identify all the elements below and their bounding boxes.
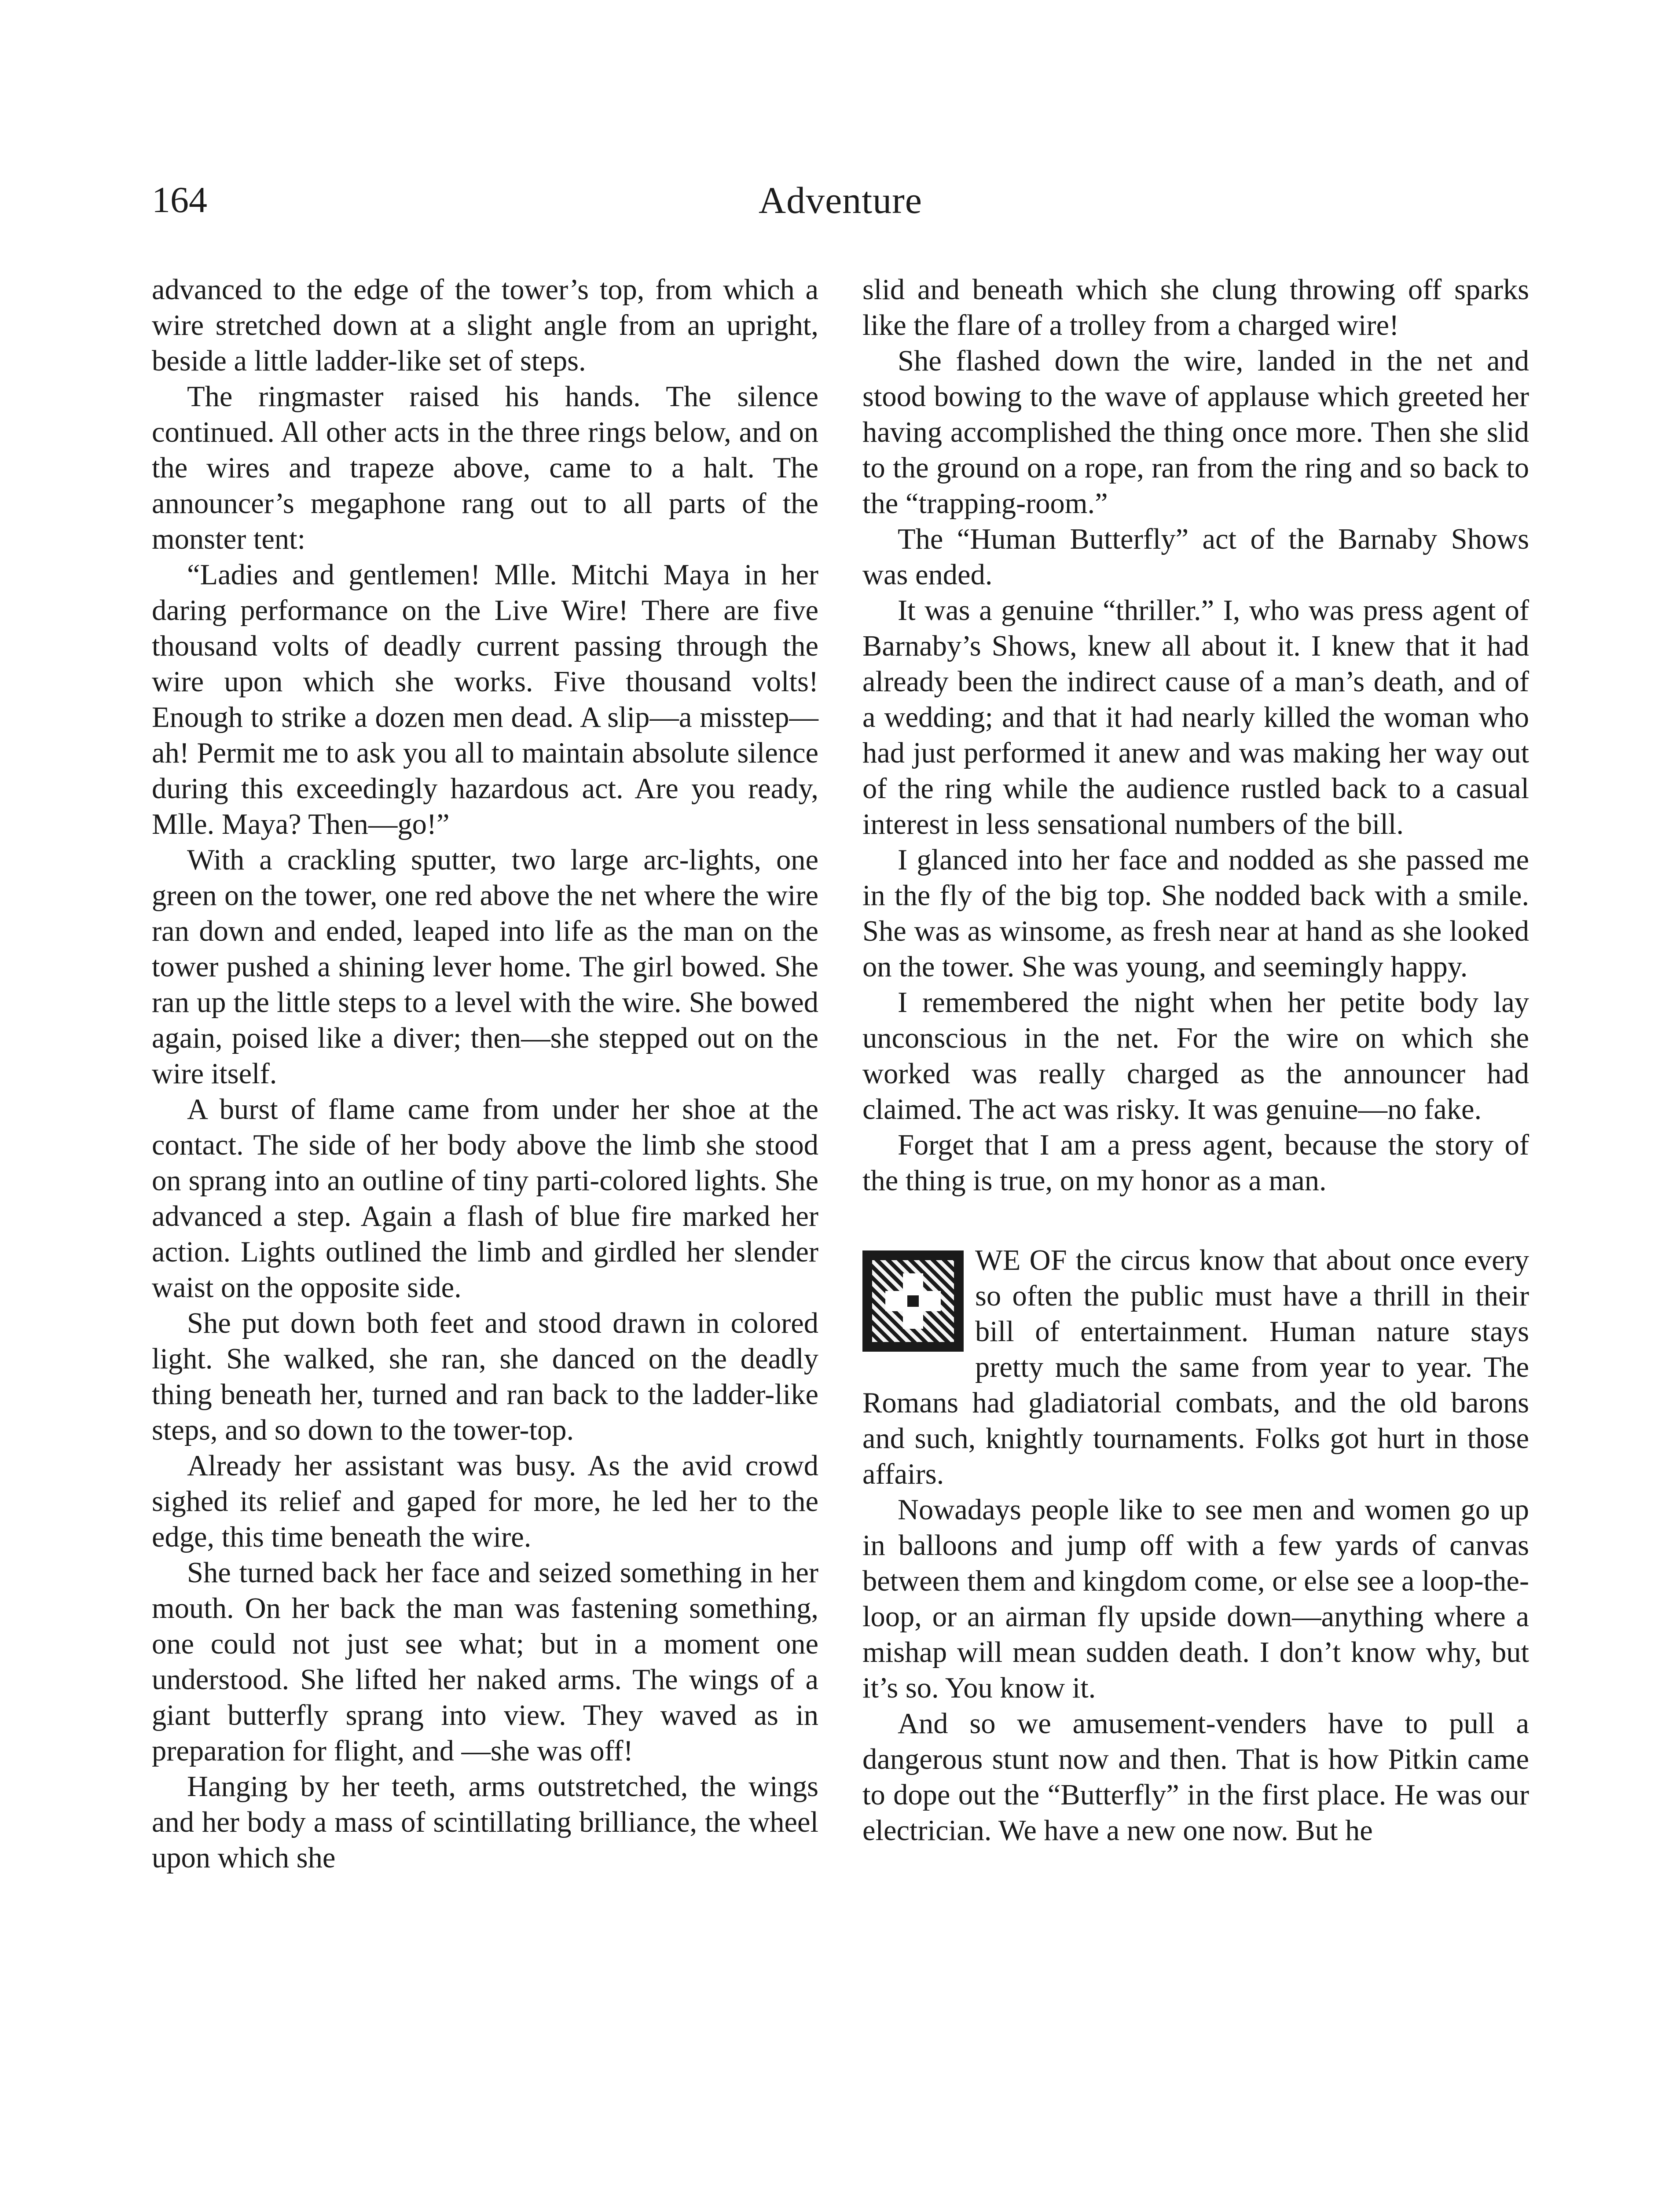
page-number: 164 xyxy=(152,180,207,220)
paragraph: A burst of flame came from under her shoe at the contact. The side of her body above the limb she stood on sprang into an outline of tiny parti-colored lights. She advanced a step. Again a flash of blue fire marked her action. Lights outlined the limb and girdled her slender waist on the opposite side. xyxy=(152,1093,818,1304)
left-column xyxy=(152,272,818,1876)
paragraph: Already her assistant was busy. As the avid crowd sighed its relief and gaped for more, he led her to the edge, this time beneath the wire. xyxy=(152,1450,818,1553)
paragraph: She flashed down the wire, landed in the net and stood bowing to the wave of applause which greeted her having accomplished the thing once more. Then she slid to the ground on a rope, ran from the ring and so back to the “trapping-room.” xyxy=(862,345,1529,520)
paragraph: Forget that I am a press agent, because the story of the thing is true, on my honor as a man. xyxy=(862,1129,1529,1197)
paragraph: With a crackling sputter, two large arc-lights, one green on the tower, one red above the net where the wire ran down and ended, leaped into life as the man on the tower pushed a shining lever home. The girl bowed. She ran up the little steps to a level with the wire. She bowed again, poised like a diver; then—she stepped out on the wire itself. xyxy=(152,844,818,1090)
section-break xyxy=(862,1199,1529,1243)
paragraph: She turned back her face and seized something in her mouth. On her back the man was fastening something, one could not just see what; but in a moment one understood. She lifted her naked arms. The wings of a giant butterfly sprang into view. They waved as in preparation for flight, and —she was off! xyxy=(152,1557,818,1767)
paragraph: It was a genuine “thriller.” I, who was press agent of Barnaby’s Shows, knew all about it. I knew that it had already been the indirect cause of a man’s death, and of a wedding; and that it had nearly killed the woman who had just performed it anew and was making her way out of the ring while the audience rustled back to a casual interest in less sensational numbers of the bill. xyxy=(862,594,1529,840)
paragraph: The “Human Butterfly” act of the Barnaby Shows was ended. xyxy=(862,523,1529,591)
paragraph: “Ladies and gentlemen! Mlle. Mitchi Maya in her daring performance on the Live Wire! There are five thousand volts of deadly current passing through the wire upon which she works. Five thousand volts! Enough to strike a dozen men dead. A slip—a misstep—ah! Permit me to ask you all to maintain absolute silence during this exceedingly hazardous act. Are you ready, Mlle. Maya? Then—go!” xyxy=(152,559,818,840)
right-column xyxy=(862,272,1529,1848)
paragraph: I glanced into her face and nodded as she passed me in the fly of the big top. She nodded back with a smile. She was as winsome, as fresh near at hand as she looked on the tower. She was young, and seemingly happy. xyxy=(862,844,1529,983)
paragraph: advanced to the edge of the tower’s top, from which a wire stretched down at a slight angle from an upright, beside a little ladder-like set of steps. xyxy=(152,274,818,377)
paragraph: Hanging by her teeth, arms outstretched, the wings and her body a mass of scintillating brilliance, the wheel upon which she xyxy=(152,1771,818,1874)
paragraph: She put down both feet and stood drawn in colored light. She walked, she ran, she danced on the deadly thing beneath her, turned and ran back to the ladder-like steps, and so down to the tower-top. xyxy=(152,1307,818,1446)
paragraph: And so we amusement-venders have to pull a dangerous stunt now and then. That is how Pitkin came to dope out the “Butterfly” in the first place. He was our electrician. We have a new one now. But he xyxy=(862,1708,1529,1847)
running-head xyxy=(152,176,1529,224)
section-opening-paragraph: WE OF the circus know that about once every so often the public must have a thrill in their bill of entertainment. Human nature stays pretty much the same from year to year. The Romans had gladiatorial combats, and the old barons and such, knightly tournaments. Folks got hurt in those affairs. xyxy=(862,1244,1529,1490)
paragraph: I remembered the night when her petite body lay unconscious in the net. For the wire on which she worked was really charged as the announcer had claimed. The act was risky. It was genuine—no fake. xyxy=(862,986,1529,1126)
running-title: Adventure xyxy=(759,179,922,221)
ornament-initial-icon xyxy=(862,1250,964,1352)
paragraph: The ringmaster raised his hands. The silence continued. All other acts in the three rings below, and on the wires and trapeze above, came to a halt. The announcer’s megaphone rang out to all parts of the monster tent: xyxy=(152,381,818,555)
paragraph: slid and beneath which she clung throwing off sparks like the flare of a trolley from a charged wire! xyxy=(862,274,1529,341)
paragraph: Nowadays people like to see men and women go up in balloons and jump off with a few yards of canvas between them and kingdom come, or else see a loop-the-loop, or an airman fly upside down—anything where a mishap will mean sudden death. I don’t know why, but it’s so. You know it. xyxy=(862,1494,1529,1704)
